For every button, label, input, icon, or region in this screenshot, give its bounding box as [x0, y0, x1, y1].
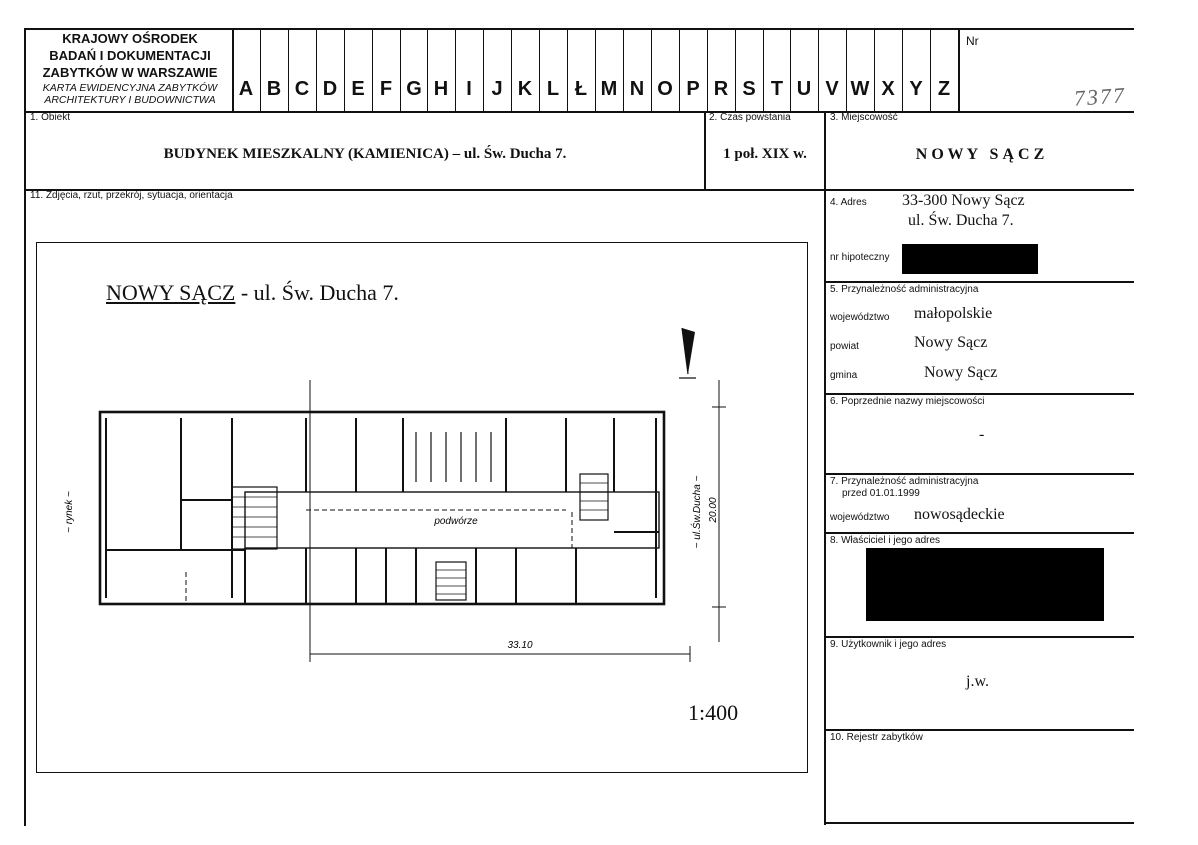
letter-cell: Y [909, 78, 923, 100]
form-bottom-right-border [824, 822, 1134, 824]
right-divider-10 [824, 729, 1134, 731]
field-value-wojewodztwo-old: nowosądeckie [914, 506, 1005, 523]
letter-cell: F [379, 78, 393, 100]
letter-cell-divider [427, 28, 428, 112]
field-label-przynaleznosc-old-2: przed 01.01.1999 [842, 488, 920, 499]
letter-cell: P [686, 78, 700, 100]
plan-title-city: NOWY SĄCZ [106, 280, 236, 305]
redacted-hipoteczny [902, 244, 1038, 274]
plan-scale: 1:400 [688, 700, 739, 725]
right-divider-8 [824, 532, 1134, 534]
letter-cell-divider [763, 28, 764, 112]
field-label-miejscowosc: 3. Miejscowość [830, 112, 898, 123]
letter-cell-divider [260, 28, 261, 112]
field-label-obiekt: 1. Obiekt [30, 112, 71, 123]
letter-cell-divider [316, 28, 317, 112]
letter-cell: T [770, 78, 784, 100]
redacted-wlasciciel [866, 548, 1104, 621]
right-divider-9 [824, 636, 1134, 638]
letter-cell-divider [483, 28, 484, 112]
field-value-powiat: Nowy Sącz [914, 334, 988, 351]
letter-cell: H [433, 78, 449, 100]
field-label-powiat: powiat [830, 341, 859, 352]
field-label-rejestr: 10. Rejestr zabytków [830, 732, 923, 743]
field-value-miejscowosc: N O W Y S Ą C Z [915, 146, 1045, 163]
plan-title-street: - ul. Św. Ducha 7. [235, 280, 399, 305]
right-divider-5 [824, 281, 1134, 283]
field-value-czas: 1 poł. XIX w. [723, 146, 807, 162]
letter-cell: Z [937, 78, 951, 100]
header-bottom-border [24, 111, 1134, 113]
letter-cell-divider [846, 28, 847, 112]
letter-cell: G [406, 78, 422, 100]
letter-cell: E [351, 78, 365, 100]
letter-cell: W [850, 78, 870, 100]
header-nr-divider [958, 28, 960, 112]
letter-cell-divider [595, 28, 596, 112]
letter-cell-divider [567, 28, 568, 112]
letter-cell: B [266, 78, 282, 100]
field-value-adres-line1: 33-300 Nowy Sącz [902, 192, 1025, 209]
letter-cell: O [657, 78, 673, 100]
card-type: KARTA EWIDENCYJNA ZABYTKÓW ARCHITEKTURY I BUDOWNICTWA [42, 82, 218, 106]
letter-cell: K [517, 78, 533, 100]
letter-cell-divider [623, 28, 624, 112]
header-org-divider [232, 28, 234, 112]
letter-cell: V [825, 78, 839, 100]
plan-right-street: ~ ul.Św.Ducha ~ [692, 475, 703, 549]
nr-label: Nr [966, 34, 979, 48]
field-label-wojewodztwo-old: województwo [830, 512, 890, 523]
letter-cell-divider [790, 28, 791, 112]
field-value-gmina: Nowy Sącz [924, 364, 998, 381]
organization-name: KRAJOWY OŚRODEK BADAŃ I DOKUMENTACJI ZABYTKÓW W WARSZAWIE [42, 31, 218, 80]
letter-cell-divider [818, 28, 819, 112]
letter-cell-divider [539, 28, 540, 112]
field-label-adres: 4. Adres [830, 197, 867, 208]
field-label-czas: 2. Czas powstania [709, 112, 791, 123]
floor-plan-drawing [36, 242, 808, 773]
letter-cell: L [546, 78, 560, 100]
letter-cell: A [238, 78, 254, 100]
letter-cell-divider [400, 28, 401, 112]
letter-cell: S [742, 78, 756, 100]
letter-cell-divider [455, 28, 456, 112]
letter-cell-divider [874, 28, 875, 112]
field-value-obiekt: BUDYNEK MIESZKALNY (KAMIENICA) – ul. Św. Ducha 7. [163, 146, 567, 162]
letter-cell-divider [288, 28, 289, 112]
field-value-wojewodztwo: małopolskie [914, 305, 993, 322]
letter-cell-divider [344, 28, 345, 112]
field-value-adres-line2: ul. Św. Ducha 7. [908, 212, 1014, 229]
letter-cell: U [796, 78, 812, 100]
field-value-uzytkownik: j.w. [966, 673, 989, 690]
letter-cell: J [491, 78, 503, 100]
letter-cell: M [600, 78, 618, 100]
field-label-poprzednie: 6. Poprzednie nazwy miejscowości [830, 396, 985, 407]
letter-cell-divider [735, 28, 736, 112]
plan-dim-height: 20.00 [708, 497, 719, 523]
field-label-zdjecia: 11. Zdjęcia, rzut, przekrój, sytuacja, orientacja [30, 190, 233, 201]
handwritten-number: 7377 [1073, 82, 1127, 111]
field-label-przynaleznosc-old-1: 7. Przynależność administracyjna [830, 476, 979, 487]
letter-cell-divider [930, 28, 931, 112]
form-left-border [24, 28, 26, 826]
letter-cell: C [294, 78, 310, 100]
letter-cell-divider [902, 28, 903, 112]
letter-cell: I [466, 78, 472, 100]
field-label-wojewodztwo: województwo [830, 312, 890, 323]
letter-cell-divider [372, 28, 373, 112]
letter-cell: X [881, 78, 895, 100]
north-arrow-icon [679, 328, 696, 378]
field-label-uzytkownik: 9. Użytkownik i jego adres [830, 639, 947, 650]
letter-cell: Ł [574, 78, 588, 100]
letter-cell-divider [511, 28, 512, 112]
plan-left-street: ~ rynek ~ [64, 491, 75, 533]
letter-cell-divider [651, 28, 652, 112]
letter-cell: R [713, 78, 729, 100]
letter-cell-divider [707, 28, 708, 112]
field-label-gmina: gmina [830, 370, 858, 381]
field-label-hipoteczny: nr hipoteczny [830, 252, 890, 263]
field-label-przynaleznosc: 5. Przynależność administracyjna [830, 284, 979, 295]
right-column-divider [824, 111, 826, 825]
right-divider-7 [824, 473, 1134, 475]
field-value-poprzednie: - [979, 426, 985, 443]
letter-cell-divider [679, 28, 680, 112]
plan-courtyard-label: podwórze [434, 516, 478, 527]
right-divider-6 [824, 393, 1134, 395]
letter-cell: N [629, 78, 645, 100]
plan-dim-width: 33.10 [507, 640, 533, 651]
letter-cell: D [322, 78, 338, 100]
field-label-wlasciciel: 8. Właściciel i jego adres [830, 535, 941, 546]
